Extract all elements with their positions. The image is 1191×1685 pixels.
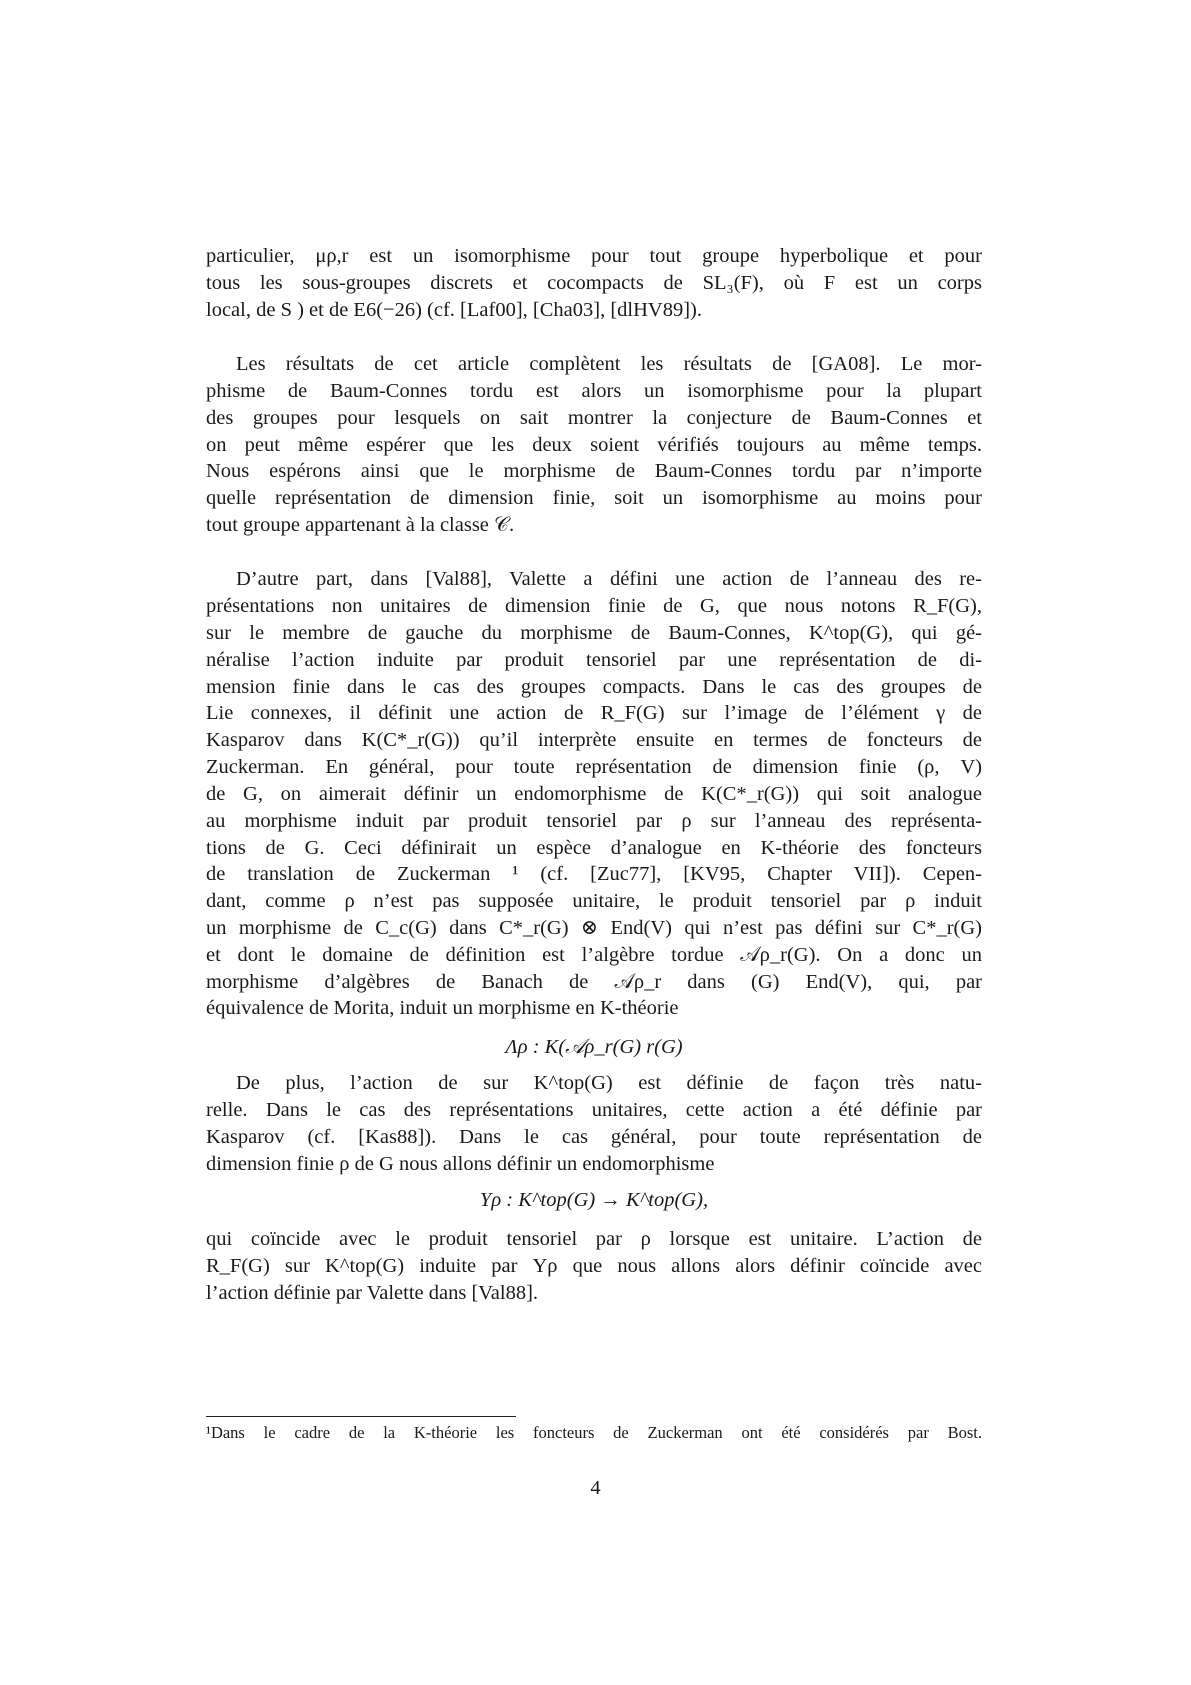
- text-line: tout groupe appartenant à la classe 𝒞.: [206, 514, 515, 536]
- text-line: dimension finie ρ de G nous allons définir un endomorphisme: [206, 1153, 715, 1175]
- text-line: relle. Dans le cas des représentations unitaires, cette action a été définie par: [206, 1099, 982, 1121]
- text-line: R_F(G) sur K^top(G) induite par Υρ que nous allons alors définir coïncide avec: [206, 1255, 982, 1277]
- equation-upsilon: Υρ : K^top(G) → K^top(G),: [479, 1189, 709, 1211]
- footnote: ¹Dans le cadre de la K-théorie les foncteurs de Zuckerman ont été considérés par Bost.: [206, 1423, 982, 1442]
- text-line: dant, comme ρ n’est pas supposée unitaire, le produit tensoriel par ρ induit: [206, 890, 982, 912]
- text-line: phisme de Baum-Connes tordu est alors un isomorphisme pour la plupart: [206, 380, 982, 402]
- text-line: morphisme d’algèbres de Banach de 𝒜ρ_r dans (G) End(V), qui, par: [206, 971, 982, 993]
- text-line: Kasparov dans K(C*_r(G)) qu’il interprète ensuite en termes de foncteurs de: [206, 729, 982, 751]
- text-line: tions de G. Ceci définirait un espèce d’analogue en K-théorie des foncteurs: [206, 837, 982, 859]
- page-number: 4: [590, 1477, 601, 1499]
- text-line: D’autre part, dans [Val88], Valette a défini une action de l’anneau des re-: [236, 568, 982, 590]
- text-line: Les résultats de cet article complètent les résultats de [GA08]. Le mor-: [236, 353, 982, 375]
- text-line: un morphisme de C_c(G) dans C*_r(G) ⊗ End(V) qui n’est pas défini sur C*_r(G): [206, 917, 982, 939]
- text-line: local, de S ) et de E6(−26) (cf. [Laf00], [Cha03], [dlHV89]).: [206, 299, 702, 321]
- text-line: tous les sous-groupes discrets et cocompacts de SL₃(F), où F est un corps: [206, 272, 982, 294]
- text-line: néralise l’action induite par produit tensoriel par une représentation de di-: [206, 649, 982, 671]
- text-line: Lie connexes, il définit une action de R_F(G) sur l’image de l’élément γ de: [206, 702, 982, 724]
- text-line: de G, on aimerait définir un endomorphisme de K(C*_r(G)) qui soit analogue: [206, 783, 982, 805]
- text-line: l’action définie par Valette dans [Val88].: [206, 1282, 539, 1304]
- text-line: mension finie dans le cas des groupes compacts. Dans le cas des groupes de: [206, 676, 982, 698]
- text-line: de translation de Zuckerman ¹ (cf. [Zuc77], [KV95, Chapter VII]). Cepen-: [206, 863, 982, 885]
- text-line: au morphisme induit par produit tensoriel par ρ sur l’anneau des représenta-: [206, 810, 982, 832]
- text-line: sur le membre de gauche du morphisme de Baum-Connes, K^top(G), qui gé-: [206, 622, 982, 644]
- text-line: Nous espérons ainsi que le morphisme de Baum-Connes tordu par n’importe: [206, 460, 982, 482]
- text-line: qui coïncide avec le produit tensoriel par ρ lorsque est unitaire. L’action de: [206, 1228, 982, 1250]
- text-line: présentations non unitaires de dimension finie de G, que nous notons R_F(G),: [206, 595, 982, 617]
- text-line: Kasparov (cf. [Kas88]). Dans le cas général, pour toute représentation de: [206, 1126, 982, 1148]
- equation-lambda: Λρ : K(𝒜ρ_r(G) r(G): [505, 1036, 683, 1058]
- text-line: on peut même espérer que les deux soient vérifiés toujours au même temps.: [206, 434, 982, 456]
- text-line: particulier, μρ,r est un isomorphisme pour tout groupe hyperbolique et pour: [206, 245, 982, 267]
- text-line: des groupes pour lesquels on sait montrer la conjecture de Baum-Connes et: [206, 407, 982, 429]
- text-line: Zuckerman. En général, pour toute représentation de dimension finie (ρ, V): [206, 756, 982, 778]
- footnote-rule: [206, 1416, 516, 1417]
- text-line: quelle représentation de dimension finie, soit un isomorphisme au moins pour: [206, 487, 982, 509]
- text-line: équivalence de Morita, induit un morphisme en K-théorie: [206, 997, 679, 1019]
- text-line: et dont le domaine de définition est l’algèbre tordue 𝒜ρ_r(G). On a donc un: [206, 944, 982, 966]
- text-line: De plus, l’action de sur K^top(G) est définie de façon très natu-: [236, 1072, 982, 1094]
